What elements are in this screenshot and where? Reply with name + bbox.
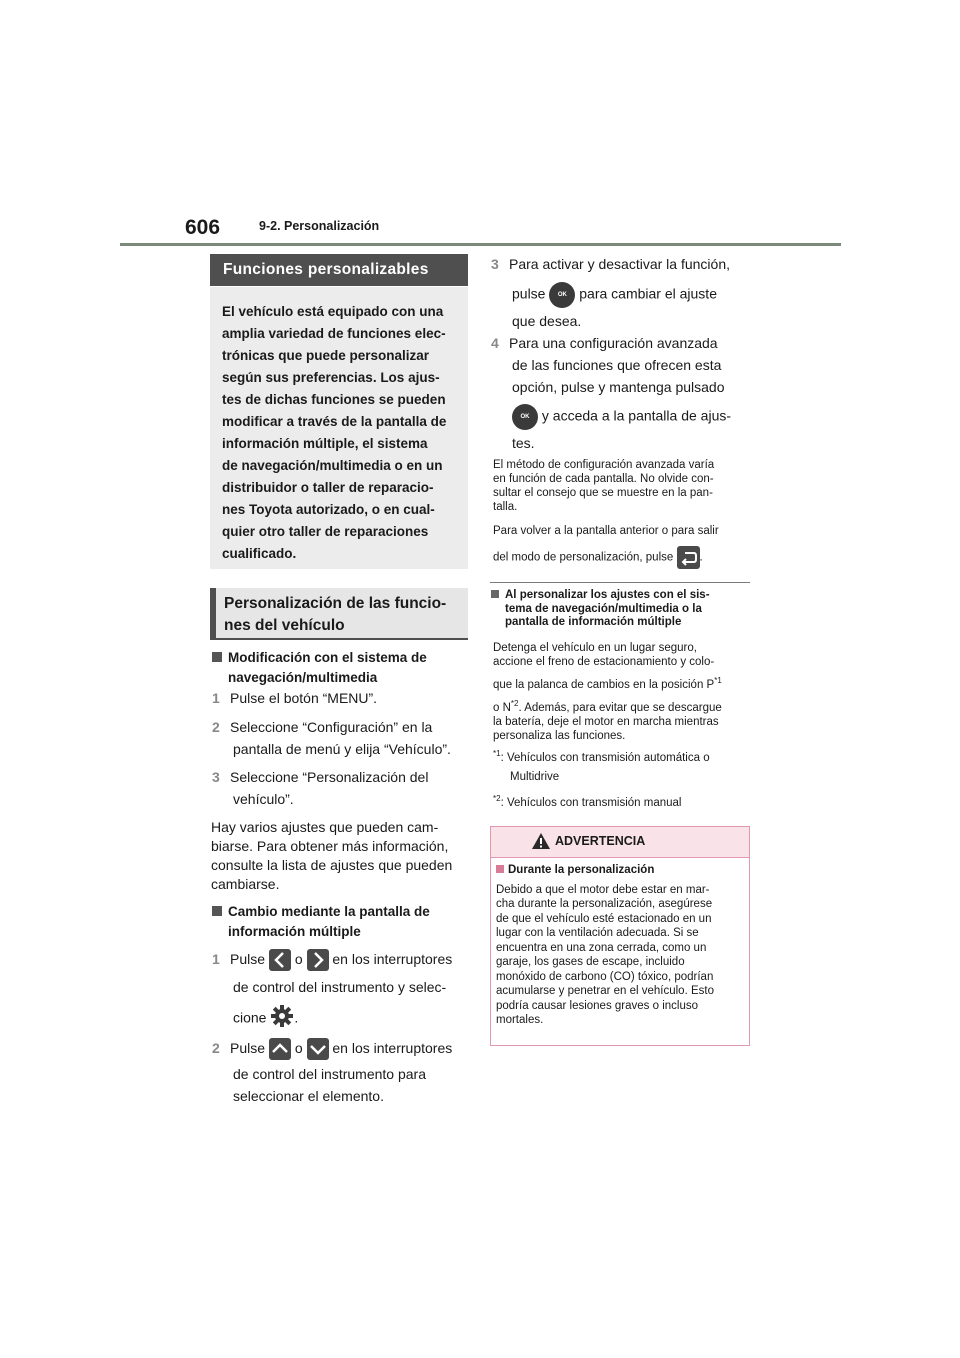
step-text: y acceda a la pantalla de ajus- xyxy=(541,407,732,424)
subtitle-text: Cambio mediante la pantalla de xyxy=(228,904,430,919)
nav-step-3 xyxy=(212,766,472,810)
step-text: Para una configuración avanzada xyxy=(509,335,718,351)
header-rule xyxy=(120,243,841,246)
warning-triangle-icon xyxy=(531,832,551,855)
intro-line: distribuidor o taller de reparacio- xyxy=(222,480,434,495)
subtitle-text: información múltiple xyxy=(228,924,361,939)
paragraph-line: Hay varios ajustes que pueden cam- xyxy=(211,819,439,835)
intro-line: cualificado. xyxy=(222,546,297,561)
warning-line: acumularse y penetrar en el vehículo. Esto xyxy=(496,985,714,997)
note-line: talla. xyxy=(493,501,518,513)
warning-line: monóxido de carbono (CO) tóxico, podrían xyxy=(496,970,714,983)
step-text: para cambiar el ajuste xyxy=(579,285,717,302)
divider xyxy=(490,582,750,583)
warning-line: lugar con la ventilación adecuada. Si se xyxy=(496,927,699,939)
paragraph-line: cambiarse. xyxy=(211,876,280,892)
intro-line: información múltiple, el sistema xyxy=(222,436,428,451)
step-text: Seleccione “Personalización del xyxy=(230,769,429,785)
warning-line: garaje, los gases de escape, incluido xyxy=(496,956,685,968)
footnote-mark: *2 xyxy=(493,794,501,804)
footnote-mark: *1 xyxy=(493,748,501,758)
box-text-line: . Además, para evitar que se descargue xyxy=(518,701,722,714)
step-text: o xyxy=(294,1040,303,1056)
footnote-ref: *1 xyxy=(714,676,722,685)
step-text: Para activar y desactivar la función, xyxy=(509,256,730,272)
intro-line: El vehículo está equipado con una xyxy=(222,304,444,319)
step-text: pulse xyxy=(512,285,546,302)
box-text-line: personaliza las funciones. xyxy=(493,729,626,742)
paragraph-line: biarse. Para obtener más información, xyxy=(211,838,449,854)
box-title-line: Al personalizar los ajustes con el sis- xyxy=(505,589,710,601)
box-title xyxy=(491,589,751,630)
warning-line: podría causar lesiones graves o incluso xyxy=(496,999,699,1012)
step-number: 3 xyxy=(491,256,499,272)
footnote-text: Multidrive xyxy=(510,771,560,784)
step-text: en los interruptores xyxy=(332,1040,453,1056)
intro-line: amplia variedad de funciones elec- xyxy=(222,326,446,341)
step-text: de control del instrumento y selec- xyxy=(233,979,447,995)
step-text: Pulse el botón “MENU”. xyxy=(230,690,378,706)
step-text: cione xyxy=(233,1009,267,1026)
box-title-line: tema de navegación/multimedia o la xyxy=(505,602,702,615)
step-text: vehículo”. xyxy=(233,791,294,807)
note-line: . xyxy=(699,551,703,564)
intro-line: trónicas que puede personalizar xyxy=(222,348,430,363)
page-number: 606 xyxy=(185,216,221,239)
warning-line: de que el vehículo esté estacionado en un xyxy=(496,912,712,925)
subtitle-text: Modificación con el sistema de xyxy=(228,650,427,665)
step-text: pantalla de menú y elija “Vehículo”. xyxy=(233,741,451,757)
bullet-square-icon xyxy=(212,906,222,916)
warning-title: ADVERTENCIA xyxy=(555,834,646,848)
mid-step-2 xyxy=(212,1037,474,1107)
info-paragraph xyxy=(211,818,473,894)
step-text: o xyxy=(294,951,303,967)
right-step-4 xyxy=(491,332,753,454)
mid-step-1 xyxy=(212,948,474,1034)
warning-box xyxy=(490,826,750,1046)
note-line: del modo de personalización, pulse xyxy=(493,551,674,564)
box-text-line: la batería, deje el motor en marcha mientras xyxy=(493,715,719,728)
step-text: . xyxy=(294,1009,299,1026)
back-icon xyxy=(677,546,700,569)
ok-button-icon: OK xyxy=(549,282,575,308)
nav-step-2 xyxy=(212,716,472,760)
step-number: 1 xyxy=(212,951,220,967)
step-number: 2 xyxy=(212,1040,220,1056)
section-title: 9-2. Personalización xyxy=(259,219,380,233)
box-text xyxy=(493,641,755,810)
funciones-header: Funciones personalizables xyxy=(210,254,468,286)
step-number: 4 xyxy=(491,335,499,351)
step-text: opción, pulse y mantenga pulsado xyxy=(512,379,725,395)
intro-line: quier otro taller de reparaciones xyxy=(222,524,429,539)
header-line: Personalización de las funcio- xyxy=(224,595,447,612)
step-text: en los interruptores xyxy=(332,951,453,967)
bullet-square-icon xyxy=(212,652,222,662)
note-line: en función de cada pantalla. No olvide con- xyxy=(493,473,714,485)
note-advanced xyxy=(493,458,753,514)
step-text: Pulse xyxy=(230,951,266,967)
step-text: tes. xyxy=(512,435,535,451)
warning-line: Debido a que el motor debe estar en mar- xyxy=(496,883,710,896)
intro-box xyxy=(210,287,468,569)
ok-button-icon: OK xyxy=(512,404,538,430)
nav-subtitle xyxy=(212,648,472,688)
step-number: 1 xyxy=(212,690,220,706)
footnote-ref: *2 xyxy=(510,698,519,708)
note-return xyxy=(493,524,755,570)
chevron-left-icon xyxy=(269,949,291,971)
step-text: seleccionar el elemento. xyxy=(233,1088,384,1104)
chevron-down-icon xyxy=(307,1038,329,1060)
warning-line: mortales. xyxy=(496,1014,544,1026)
note-line: El método de configuración avanzada varía xyxy=(493,459,715,471)
chevron-right-icon xyxy=(307,949,329,971)
warning-line: cha durante la personalización, asegúrese xyxy=(496,898,713,910)
step-text: Seleccione “Configuración” en la xyxy=(230,719,433,735)
right-step-3 xyxy=(491,253,753,332)
gear-icon xyxy=(270,1004,294,1034)
box-text-line: accione el freno de estacionamiento y colo- xyxy=(493,656,715,668)
box-text-line: que la palanca de cambios en la posición P xyxy=(493,678,715,691)
personalizacion-header xyxy=(210,588,468,640)
note-line: Para volver a la pantalla anterior o para salir xyxy=(493,525,719,537)
step-number: 2 xyxy=(212,719,220,735)
chevron-up-icon xyxy=(269,1038,291,1060)
step-text: de control del instrumento para xyxy=(233,1066,426,1082)
box-text-line: Detenga el vehículo en un lugar seguro, xyxy=(493,642,697,654)
warning-header xyxy=(491,827,749,858)
step-text: que desea. xyxy=(512,313,582,329)
step-text: de las funciones que ofrecen esta xyxy=(512,357,722,373)
warning-subtitle: Durante la personalización xyxy=(508,864,655,876)
header-line: nes del vehículo xyxy=(224,617,345,634)
bullet-square-icon xyxy=(491,590,499,598)
step-text: Pulse xyxy=(230,1040,266,1056)
footnote-text: : Vehículos con transmisión manual xyxy=(500,797,682,810)
intro-line: según sus preferencias. Los ajus- xyxy=(222,370,440,385)
intro-line: nes Toyota autorizado, o en cual- xyxy=(222,502,435,517)
intro-line: modificar a través de la pantalla de xyxy=(222,414,447,429)
mid-subtitle xyxy=(212,902,472,942)
paragraph-line: consulte la lista de ajustes que pueden xyxy=(211,857,453,873)
intro-line: de navegación/multimedia o en un xyxy=(222,458,443,473)
nav-step-1 xyxy=(212,687,472,709)
subtitle-text: navegación/multimedia xyxy=(228,670,378,685)
step-number: 3 xyxy=(212,769,220,785)
note-line: sultar el consejo que se muestre en la pan- xyxy=(493,487,713,499)
warning-line: encuentra en una zona cerrada, como un xyxy=(496,941,707,954)
intro-line: tes de dichas funciones se pueden xyxy=(222,392,446,407)
bullet-square-icon xyxy=(496,865,504,873)
box-title-line: pantalla de información múltiple xyxy=(505,616,682,628)
box-text-line: o N xyxy=(493,701,511,714)
footnote-text: : Vehículos con transmisión automática o xyxy=(500,751,710,764)
